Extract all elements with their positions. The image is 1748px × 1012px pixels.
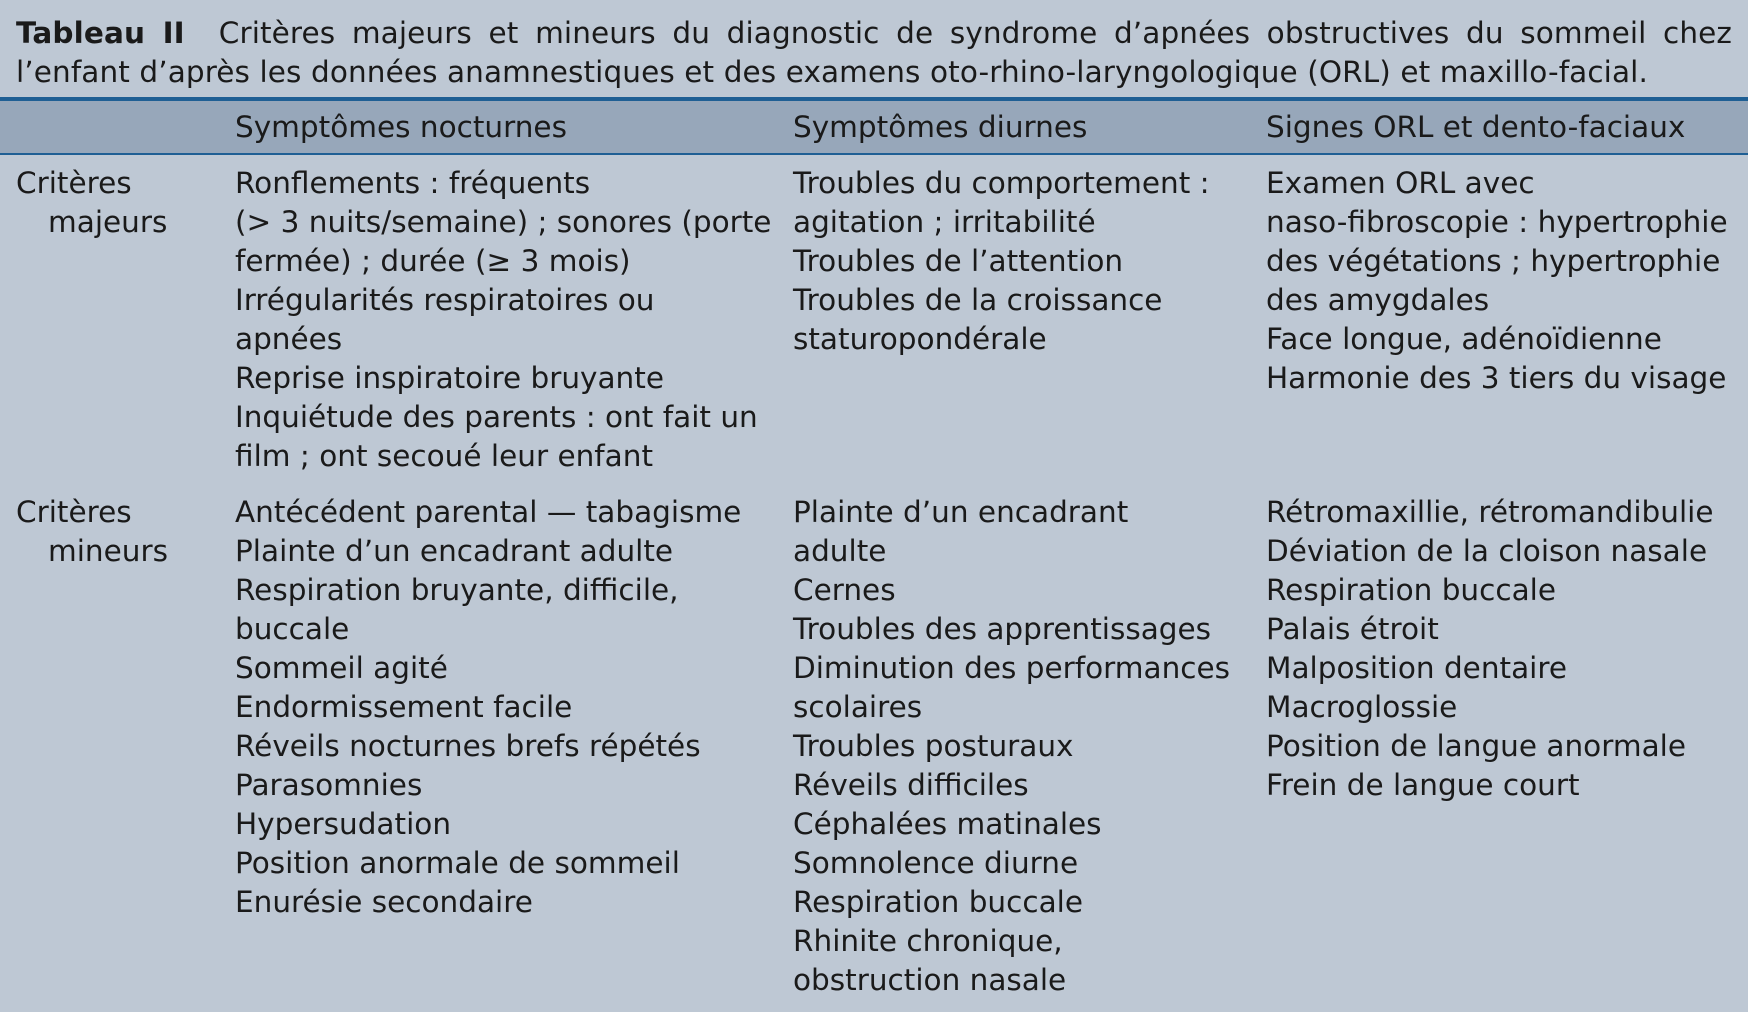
row-critères-mineurs: [16, 493, 1738, 1000]
cell-diurnal: [793, 493, 1266, 1000]
table-caption: [16, 0, 1732, 98]
cell-line: Troubles posturaux: [793, 729, 1074, 763]
column-header-diurnal: Symptômes diurnes: [793, 110, 1088, 144]
cell-line: Respiration bruyante, difficile,: [235, 573, 679, 607]
cell-line: Malposition dentaire: [1266, 651, 1567, 685]
cell-line: scolaires: [793, 690, 923, 724]
cell-line: (> 3 nuits/semaine) ; sonores (porte: [235, 205, 772, 239]
column-header-orl: Signes ORL et dento-faciaux: [1266, 110, 1686, 144]
cell-line: Céphalées matinales: [793, 807, 1102, 841]
cell-line: Reprise inspiratoire bruyante: [235, 361, 664, 395]
cell-line: Harmonie des 3 tiers du visage: [1266, 361, 1727, 395]
row-label: [16, 153, 235, 493]
cell-diurnal: [793, 153, 1266, 493]
cell-line: Position anormale de sommeil: [235, 846, 680, 880]
cell-line: Diminution des performances: [793, 651, 1231, 685]
cell-line: Face longue, adénoïdienne: [1266, 322, 1662, 356]
table-label: Tableau II: [16, 16, 185, 50]
cell-line: obstruction nasale: [793, 963, 1067, 997]
cell-line: Examen ORL avec: [1266, 166, 1535, 200]
cell-line: Troubles des apprentissages: [793, 612, 1212, 646]
cell-line: Somnolence diurne: [793, 846, 1079, 880]
cell-orl: [1266, 493, 1738, 1000]
cell-line: Plainte d’un encadrant: [793, 495, 1129, 529]
row-label-line: mineurs: [48, 534, 168, 568]
column-header-empty: [16, 101, 235, 153]
cell-line: Déviation de la cloison nasale: [1266, 534, 1708, 568]
cell-line: Irrégularités respiratoires ou: [235, 283, 655, 317]
cell-line: Plainte d’un encadrant adulte: [235, 534, 674, 568]
cell-nocturnal: [235, 493, 793, 1000]
cell-line: Cernes: [793, 573, 896, 607]
cell-line: agitation ; irritabilité: [793, 205, 1096, 239]
cell-line: Troubles de l’attention: [793, 244, 1124, 278]
cell-line: apnées: [235, 322, 343, 356]
cell-line: Palais étroit: [1266, 612, 1439, 646]
cell-line: Hypersudation: [235, 807, 452, 841]
row-label-line: Critères: [16, 166, 132, 200]
cell-line: Inquiétude des parents : ont fait un: [235, 400, 758, 434]
row-label: [16, 493, 235, 1000]
cell-line: fermée) ; durée (≥ 3 mois): [235, 244, 631, 278]
cell-line: Macroglossie: [1266, 690, 1458, 724]
cell-line: naso-fibroscopie : hypertrophie: [1266, 205, 1728, 239]
cell-line: des amygdales: [1266, 283, 1490, 317]
cell-line: staturopondérale: [793, 322, 1047, 356]
row-label-line: majeurs: [48, 205, 168, 239]
cell-line: film ; ont secoué leur enfant: [235, 439, 654, 473]
cell-orl: [1266, 153, 1738, 493]
table-body: [16, 153, 1738, 1000]
cell-line: des végétations ; hypertrophie: [1266, 244, 1721, 278]
cell-line: Respiration buccale: [793, 885, 1083, 919]
cell-line: Parasomnies: [235, 768, 423, 802]
caption-text: Critères majeurs et mineurs du diagnostic de syndrome d’apnées obstructives du sommeil chez l’enfant d’après les données anamnestiques et des examens oto-rhino-laryngologique (ORL) et maxillo-facial.: [16, 16, 1733, 89]
row-label-line: Critères: [16, 495, 132, 529]
criteria-table: [16, 101, 1738, 1000]
cell-line: Endormissement facile: [235, 690, 573, 724]
cell-line: Position de langue anormale: [1266, 729, 1687, 763]
cell-line: Antécédent parental — tabagisme: [235, 495, 742, 529]
cell-line: Réveils nocturnes brefs répétés: [235, 729, 701, 763]
cell-line: buccale: [235, 612, 350, 646]
cell-line: Rétromaxillie, rétromandibulie: [1266, 495, 1714, 529]
cell-line: Respiration buccale: [1266, 573, 1556, 607]
cell-line: Sommeil agité: [235, 651, 448, 685]
cell-line: Réveils difficiles: [793, 768, 1029, 802]
table-header-row: [16, 101, 1738, 153]
cell-line: Troubles du comportement :: [793, 166, 1210, 200]
cell-line: Troubles de la croissance: [793, 283, 1163, 317]
cell-line: Ronflements : fréquents: [235, 166, 591, 200]
column-header-nocturnal: Symptômes nocturnes: [235, 110, 567, 144]
row-critères-majeurs: [16, 153, 1738, 493]
cell-line: Rhinite chronique,: [793, 924, 1063, 958]
cell-line: adulte: [793, 534, 887, 568]
cell-nocturnal: [235, 153, 793, 493]
cell-line: Frein de langue court: [1266, 768, 1580, 802]
cell-line: Enurésie secondaire: [235, 885, 533, 919]
